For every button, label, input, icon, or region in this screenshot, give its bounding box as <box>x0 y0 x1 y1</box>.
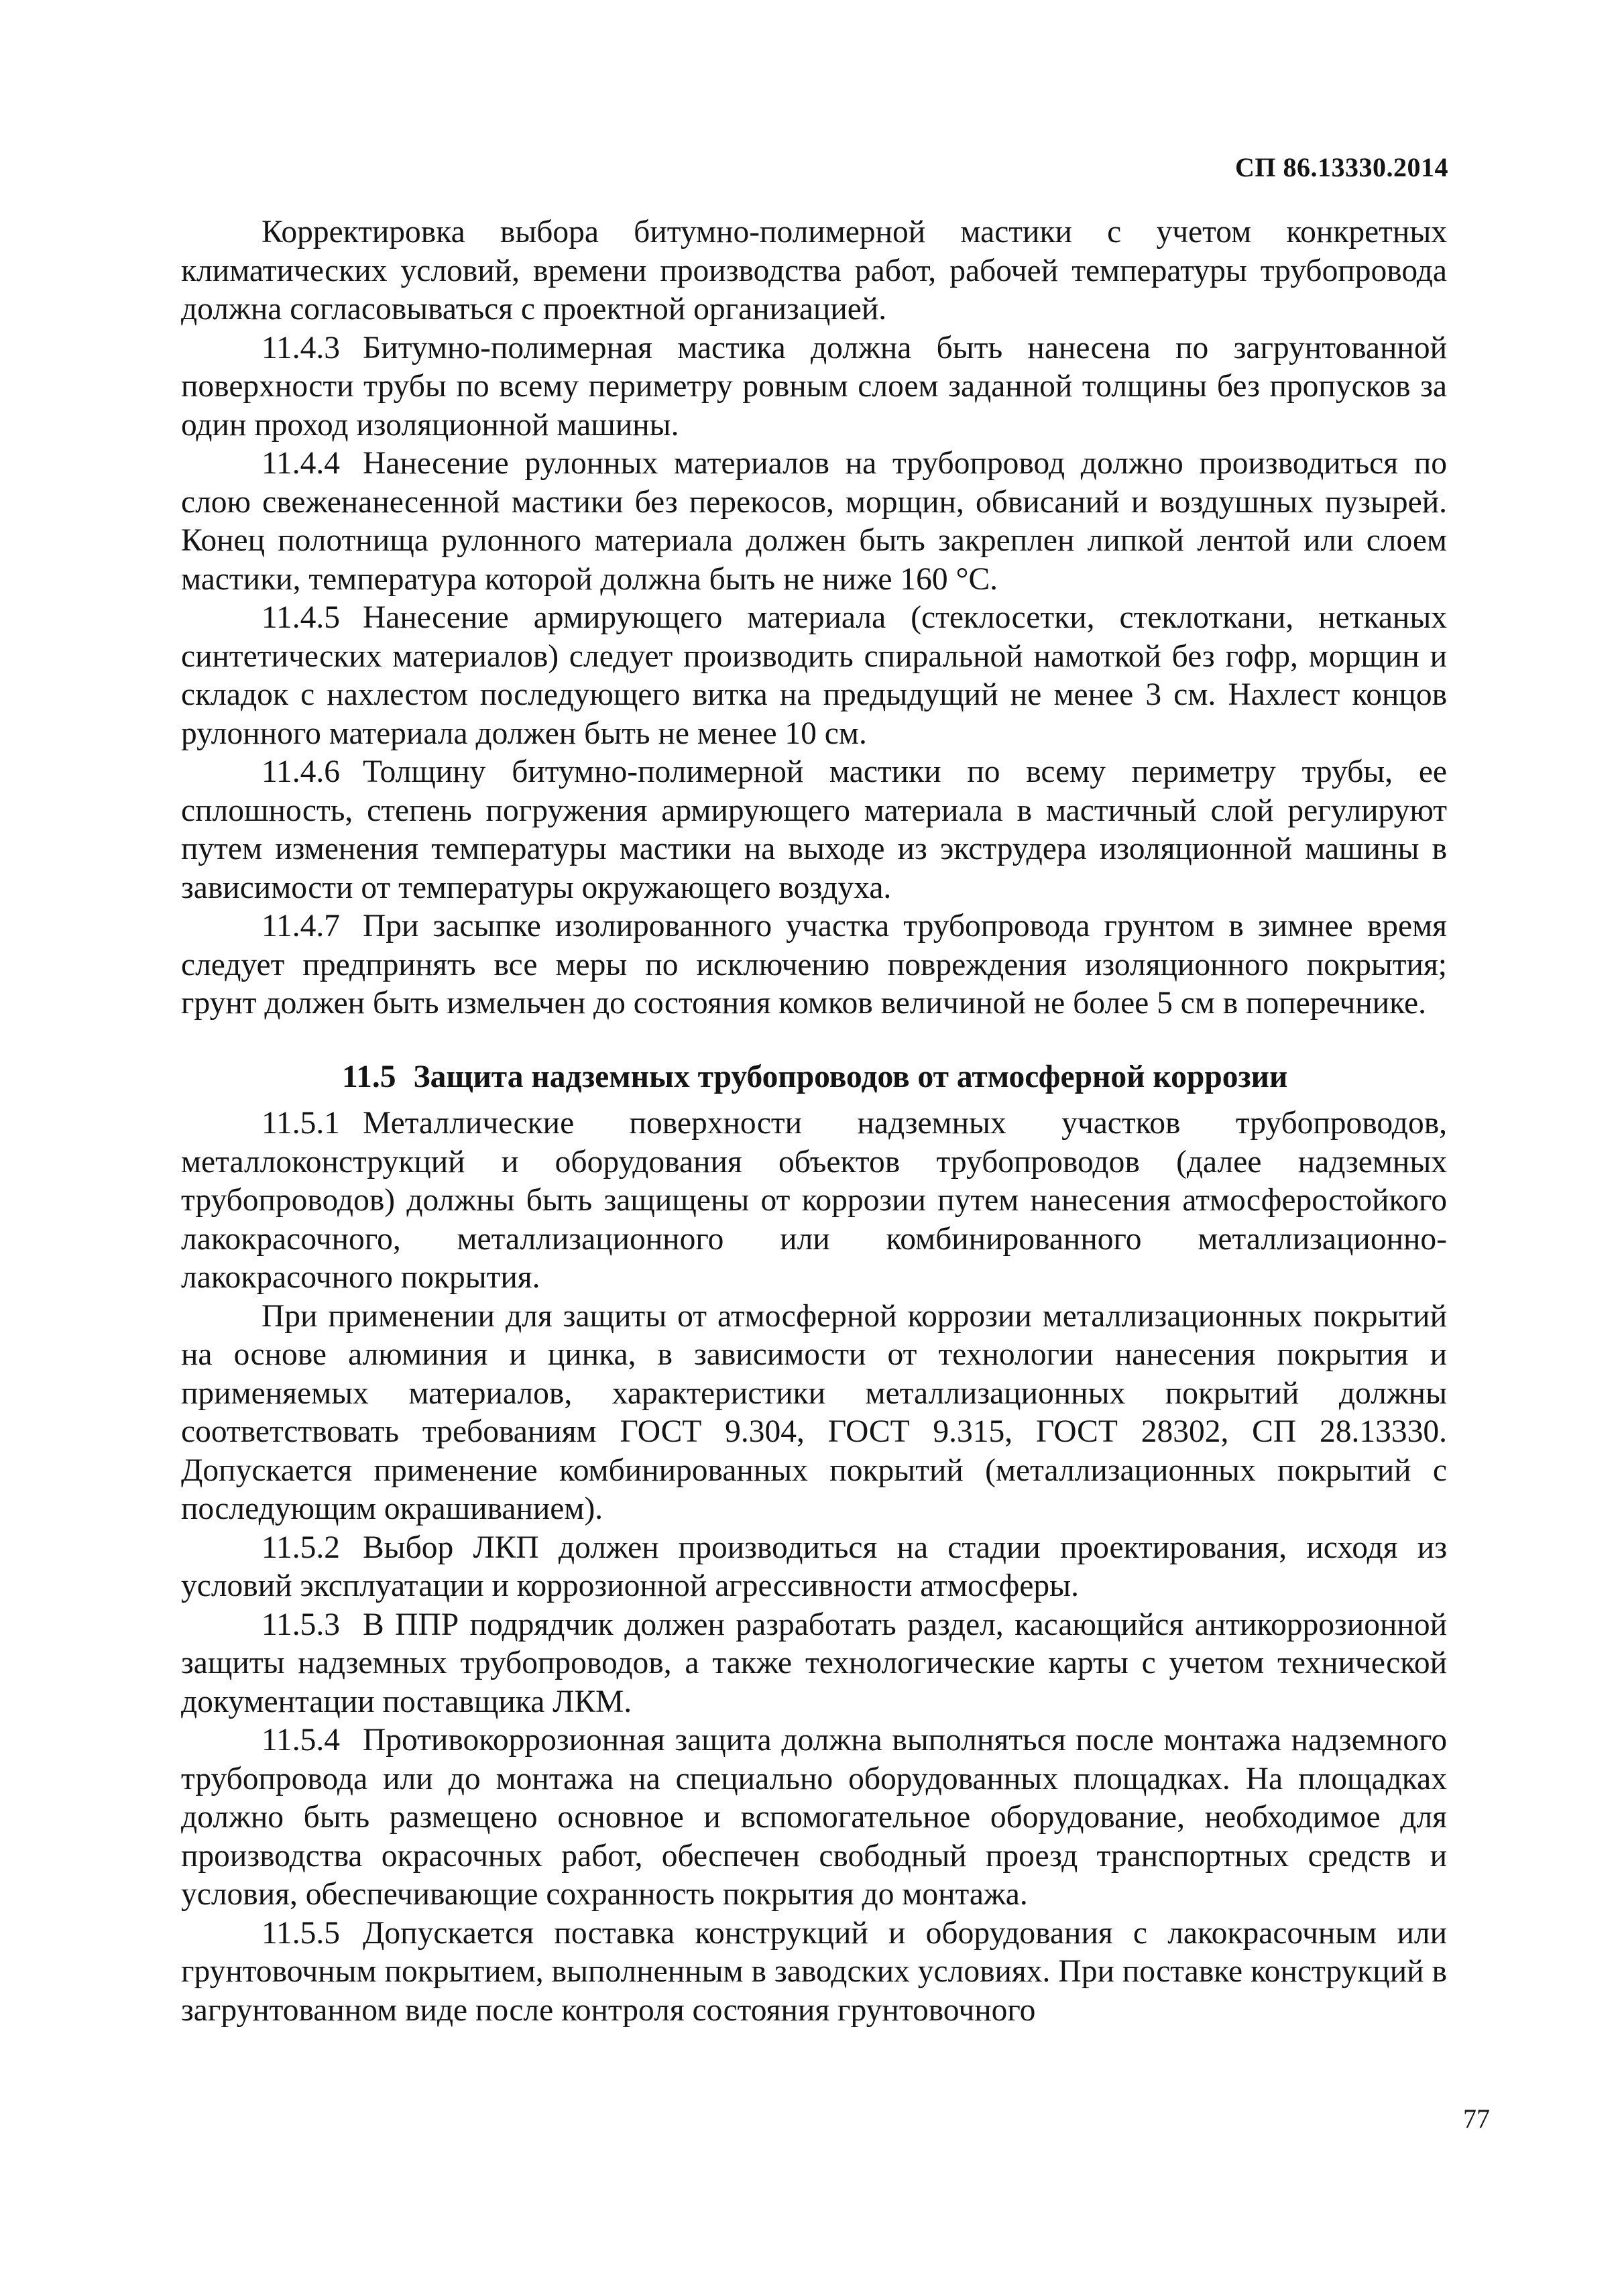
paragraph <box>181 213 1447 329</box>
section-heading <box>181 1058 1447 1097</box>
paragraph <box>181 599 1447 753</box>
clause-number: 11.5.1 <box>262 1106 340 1141</box>
paragraph <box>181 1721 1447 1914</box>
paragraph-text: Нанесение рулонных материалов на трубопровод должно производиться по слою свеженанесенной мастики без перекосов, морщин, обвисаний и воздушных пузырей. Конец полотнища рулонного материала должен быть закреплен липкой лентой или слоем мастики, температура которой должна быть не ниже 160 °С. <box>181 446 1447 597</box>
paragraph <box>181 1298 1447 1529</box>
paragraph-text: Противокоррозионная защита должна выполняться после монтажа надземного трубопровода или до монтажа на специально оборудованных площадках. На площадках должно быть размещено основное и вспомогательное оборудование, необходимое для производства окрасочных работ, обеспечен свободный проезд транспортных средств и условия, обеспечивающие сохранность покрытия до монтажа. <box>181 1723 1447 1912</box>
clause-number: 11.4.4 <box>262 446 340 481</box>
clause-number: 11.4.6 <box>262 754 340 789</box>
paragraph <box>181 1104 1447 1298</box>
paragraph <box>181 907 1447 1023</box>
clause-number: 11.5.3 <box>262 1607 340 1642</box>
paragraph <box>181 1914 1447 2030</box>
paragraph-text: В ППР подрядчик должен разработать раздел, касающийся антикоррозионной защиты надземных трубопроводов, а также технологические карты с учетом технической документации поставщика ЛКМ. <box>181 1607 1447 1719</box>
section-title: Защита надземных трубопроводов от атмосферной коррозии <box>413 1059 1288 1094</box>
paragraph-text: Металлические поверхности надземных участков трубопроводов, металлоконструкций и оборудования объектов трубопроводов (далее надземных трубопроводов) должны быть защищены от коррозии путем нанесения атмосферостойкого лакокрасочного, металлизационного или комбинированного металлизационно-лакокрасочного покрытия. <box>181 1106 1447 1295</box>
clause-number: 11.4.7 <box>262 909 340 943</box>
clause-number: 11.4.5 <box>262 600 340 635</box>
clause-number: 11.5.5 <box>262 1915 340 1951</box>
paragraph-text: Допускается поставка конструкций и оборудования с лакокрасочным или грунтовочным покрытием, выполненным в заводских условиях. При поставке конструкций в загрунтованном виде после контроля состояния грунтовочного <box>181 1915 1447 2028</box>
document-code-header: СП 86.13330.2014 <box>1235 152 1448 182</box>
paragraph-text: Нанесение армирующего материала (стеклосетки, стеклоткани, нетканых синтетических материалов) следует производить спиральной намоткой без гофр, морщин и складок с нахлестом последующего витка на предыдущий не менее 3 см. Нахлест концов рулонного материала должен быть не менее 10 см. <box>181 600 1447 751</box>
paragraph-text: Корректировка выбора битумно-полимерной мастики с учетом конкретных климатических условий, времени производства работ, рабочей температуры трубопровода должна согласовываться с проектной организацией. <box>181 215 1447 327</box>
clause-number: 11.5.4 <box>262 1723 340 1758</box>
paragraph-text: Выбор ЛКП должен производиться на стадии проектирования, исходя из условий эксплуатации и коррозионной агрессивности атмосферы. <box>181 1530 1447 1603</box>
paragraph-text: При применении для защиты от атмосферной коррозии металлизационных покрытий на основе алюминия и цинка, в зависимости от технологии нанесения покрытия и применяемых материалов, характеристики металлизационных покрытий должны соответствовать требованиям ГОСТ 9.304, ГОСТ 9.315, ГОСТ 28302, СП 28.13330. Допускается применение комбинированных покрытий (металлизационных покрытий с последующим окрашиванием). <box>181 1298 1447 1526</box>
clause-number: 11.4.3 <box>262 330 340 365</box>
body-text <box>181 213 1447 2030</box>
paragraph-text: При засыпке изолированного участка трубопровода грунтом в зимнее время следует предпринять все меры по исключению повреждения изоляционного покрытия; грунт должен быть измельчен до состояния комков величиной не более 5 см в поперечнике. <box>181 909 1447 1021</box>
paragraph-text: Битумно-полимерная мастика должна быть нанесена по загрунтованной поверхности трубы по всему периметру ровным слоем заданной толщины без пропусков за один проход изоляционной машины. <box>181 330 1447 443</box>
paragraph <box>181 1606 1447 1722</box>
paragraph <box>181 329 1447 445</box>
page-number: 77 <box>1463 2104 1490 2134</box>
clause-number: 11.5.2 <box>262 1530 340 1565</box>
paragraph <box>181 753 1447 907</box>
section-number: 11.5 <box>342 1059 396 1094</box>
paragraph-text: Толщину битумно-полимерной мастики по всему периметру трубы, ее сплошность, степень погружения армирующего материала в мастичный слой регулируют путем изменения температуры мастики на выходе из экструдера изоляционной машины в зависимости от температуры окружающего воздуха. <box>181 754 1447 905</box>
paragraph <box>181 445 1447 599</box>
paragraph <box>181 1529 1447 1606</box>
